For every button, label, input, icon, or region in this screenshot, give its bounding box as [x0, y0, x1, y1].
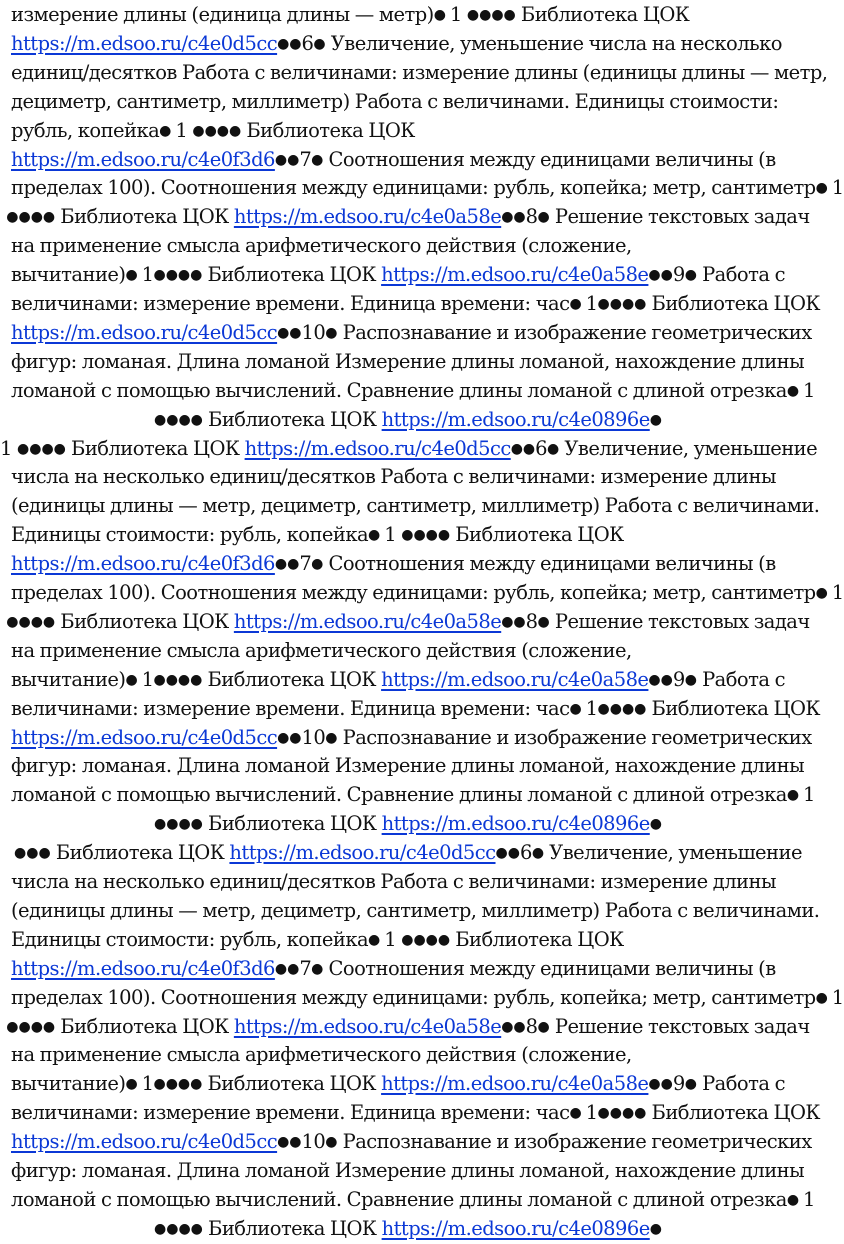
- text-segment: (единицы длины — метр, дециметр, сантиметр, миллиметр) Работа с величинами.: [11, 494, 820, 518]
- bullet-marks: ●: [569, 296, 586, 312]
- bullet-marks: ●●●●: [466, 7, 516, 23]
- text-segment: 9: [672, 1072, 685, 1096]
- bullet-marks: ●●: [501, 1018, 526, 1035]
- text-segment: Библиотека ЦОК: [450, 523, 624, 547]
- text-segment: 6: [519, 841, 532, 865]
- bullet-marks: ●●●●: [154, 1220, 203, 1237]
- text-line: [0, 838, 816, 868]
- bullet-marks: ●: [125, 671, 142, 688]
- bullet-marks: ●: [569, 1105, 586, 1122]
- text-segment: измерение длины (единица длины — метр): [11, 3, 434, 26]
- text-segment: вычитание): [11, 263, 126, 287]
- text-segment: фигур: ломаная. Длина ломаной Измерение длины ломаной, нахождение длины: [11, 349, 805, 373]
- text-segment: на применение смысла арифметического действия (сложение,: [11, 638, 632, 662]
- text-line: [11, 867, 817, 897]
- text-line: [11, 0, 817, 30]
- bullet-marks: ●●: [495, 845, 520, 862]
- text-segment: 1: [141, 263, 154, 287]
- bullet-marks: ●●●●: [17, 440, 66, 457]
- library-link[interactable]: https://m.edsoo.ru/c4e0a58e: [233, 205, 502, 229]
- bullet-marks: ●●: [510, 440, 536, 457]
- text-segment: Решение текстовых задач: [549, 1014, 810, 1038]
- bullet-marks: ●●: [648, 671, 673, 688]
- bullet-marks: ●: [311, 556, 324, 573]
- text-segment: 1: [384, 523, 402, 547]
- text-segment: Библиотека ЦОК: [55, 1014, 234, 1038]
- text-segment: 9: [672, 667, 685, 691]
- bullet-marks: ●●●●: [597, 1105, 647, 1122]
- text-segment: Соотношения между единицами величины (в: [323, 147, 776, 171]
- text-line: [11, 694, 820, 724]
- text-segment: Увеличение, уменьшение: [559, 436, 818, 460]
- text-segment: (единицы длины — метр, дециметр, сантиметр, миллиметр) Работа с величинами.: [11, 898, 820, 922]
- text-line: [11, 549, 817, 579]
- library-link[interactable]: https://m.edsoo.ru/c4e0896e: [381, 812, 650, 836]
- text-line: [11, 1040, 817, 1070]
- text-line: [0, 1012, 816, 1042]
- library-link[interactable]: https://m.edsoo.ru/c4e0a58e: [381, 1072, 649, 1096]
- text-segment: величинами: измерение времени. Единица времени: час: [11, 292, 570, 315]
- text-segment: ломаной с помощью вычислений. Сравнение длины ломаной с длиной отрезка: [11, 378, 787, 402]
- text-segment: 1: [141, 667, 154, 691]
- text-line: [11, 491, 820, 521]
- bullet-marks: ●: [815, 180, 832, 197]
- text-line: [11, 751, 817, 781]
- bullet-marks: ●: [325, 1134, 338, 1151]
- text-segment: Библиотека ЦОК: [202, 1216, 382, 1240]
- bullet-marks: ●●●●: [401, 931, 451, 948]
- text-segment: 7: [299, 147, 312, 171]
- text-segment: ломаной с помощью вычислений. Сравнение длины ломаной с длиной отрезка: [11, 783, 787, 807]
- text-segment: 10: [301, 1130, 326, 1154]
- bullet-marks: ●●: [277, 729, 302, 746]
- text-line: [11, 520, 817, 550]
- bullet-marks: ●●: [501, 209, 526, 226]
- text-segment: вычитание): [11, 1072, 126, 1096]
- text-segment: Единицы стоимости: рубль, копейка: [11, 927, 369, 951]
- text-segment: 8: [525, 1014, 538, 1038]
- text-line: [11, 896, 820, 926]
- bullet-marks: ●: [125, 267, 142, 284]
- text-segment: 7: [299, 956, 312, 980]
- text-segment: Библиотека ЦОК: [202, 263, 382, 287]
- bullet-marks: ●●●●: [154, 816, 203, 833]
- text-line: [11, 1127, 817, 1157]
- bullet-marks: ●: [159, 122, 176, 139]
- text-segment: Библиотека ЦОК: [202, 1072, 382, 1096]
- text-line: [0, 1214, 816, 1244]
- text-segment: 1: [831, 985, 844, 1009]
- text-segment: Библиотека ЦОК: [202, 667, 382, 691]
- bullet-marks: ●: [815, 989, 832, 1006]
- text-segment: Работа с: [696, 1072, 785, 1096]
- bullet-marks: ●●: [274, 151, 300, 168]
- bullet-marks: ●●●●: [6, 209, 56, 226]
- bullet-marks: ●: [786, 382, 804, 399]
- bullet-marks: ●●●●: [153, 267, 203, 284]
- bullet-marks: ●●: [274, 556, 300, 573]
- text-segment: вычитание): [11, 667, 126, 691]
- bullet-marks: ●●●: [14, 845, 51, 862]
- text-segment: 1: [585, 1101, 598, 1125]
- text-line: [11, 636, 817, 666]
- text-segment: числа на несколько единиц/десятков Работа с величинами: измерение длины: [11, 465, 776, 489]
- text-line: [0, 434, 816, 464]
- text-segment: Библиотека ЦОК: [646, 292, 820, 315]
- bullet-marks: ●: [537, 613, 550, 630]
- text-segment: 1: [585, 696, 598, 720]
- text-segment: ломаной с помощью вычислений. Сравнение длины ломаной с длиной отрезка: [11, 1187, 787, 1211]
- text-line: [0, 607, 816, 637]
- bullet-marks: ●: [649, 1220, 662, 1237]
- text-segment: 1: [0, 436, 18, 460]
- bullet-marks: ●: [368, 931, 385, 948]
- bullet-marks: ●●: [277, 1134, 302, 1151]
- bullet-marks: ●: [325, 729, 338, 746]
- text-line: [11, 1156, 817, 1186]
- text-line: [11, 1069, 817, 1099]
- text-segment: 1: [803, 1187, 815, 1211]
- bullet-marks: ●●●●: [6, 613, 56, 630]
- text-segment: Библиотека ЦОК: [50, 841, 230, 865]
- text-segment: Распознавание и изображение геометрических: [337, 320, 812, 344]
- bullet-marks: ●●●●: [153, 671, 203, 688]
- text-line: [11, 1098, 820, 1128]
- bullet-marks: ●: [537, 1018, 550, 1035]
- library-link[interactable]: https://m.edsoo.ru/c4e0896e: [381, 1216, 650, 1240]
- text-line: [11, 462, 817, 492]
- text-segment: Библиотека ЦОК: [646, 696, 820, 720]
- library-link[interactable]: https://m.edsoo.ru/c4e0a58e: [381, 263, 649, 287]
- text-segment: Библиотека ЦОК: [65, 436, 245, 460]
- library-link[interactable]: https://m.edsoo.ru/c4e0a58e: [381, 667, 649, 691]
- text-line: [11, 173, 844, 203]
- text-segment: 1: [803, 783, 815, 807]
- text-segment: пределах 100). Соотношения между единицами: рубль, копейка; метр, сантиметр: [11, 176, 816, 200]
- text-segment: Библиотека ЦОК: [202, 812, 382, 836]
- bullet-marks: ●●●●: [401, 527, 451, 544]
- bullet-marks: ●●: [274, 960, 300, 977]
- text-segment: 1: [831, 581, 844, 604]
- text-line: [11, 723, 817, 753]
- library-link[interactable]: https://m.edsoo.ru/c4e0d5cc: [244, 436, 511, 460]
- text-segment: 1: [803, 378, 815, 402]
- text-segment: Библиотека ЦОК: [55, 609, 234, 633]
- text-segment: Соотношения между единицами величины (в: [323, 956, 776, 980]
- text-segment: фигур: ломаная. Длина ломаной Измерение длины ломаной, нахождение длины: [11, 754, 805, 778]
- text-line: [11, 231, 817, 261]
- text-segment: величинами: измерение времени. Единица времени: час: [11, 696, 570, 720]
- bullet-marks: ●: [311, 960, 324, 977]
- bullet-marks: ●●●●: [154, 411, 203, 428]
- library-link[interactable]: https://m.edsoo.ru/c4e0d5cc: [11, 320, 278, 344]
- bullet-marks: ●●●●: [597, 700, 647, 717]
- text-line: [11, 318, 817, 348]
- text-segment: 1: [384, 927, 402, 951]
- text-line: [11, 116, 817, 146]
- text-segment: Библиотека ЦОК: [646, 1101, 820, 1125]
- bullet-marks: ●: [531, 845, 545, 862]
- bullet-marks: ●: [786, 1191, 804, 1208]
- bullet-marks: ●●●●: [192, 122, 242, 139]
- bullet-marks: ●: [569, 700, 586, 717]
- text-line: [0, 809, 816, 839]
- library-link[interactable]: https://m.edsoo.ru/c4e0a58e: [233, 1014, 502, 1038]
- text-line: [11, 925, 817, 955]
- text-segment: 8: [525, 609, 538, 633]
- text-segment: 1: [175, 118, 193, 142]
- bullet-marks: ●: [313, 35, 326, 52]
- bullet-marks: ●: [547, 440, 560, 457]
- text-segment: Библиотека ЦОК: [515, 3, 690, 26]
- text-segment: фигур: ломаная. Длина ломаной Измерение длины ломаной, нахождение длины: [11, 1159, 805, 1182]
- text-segment: пределах 100). Соотношения между единицами: рубль, копейка; метр, сантиметр: [11, 581, 816, 604]
- text-segment: пределах 100). Соотношения между единицами: рубль, копейка; метр, сантиметр: [11, 985, 816, 1009]
- text-line: [11, 87, 817, 117]
- bullet-marks: ●●: [277, 324, 302, 341]
- text-segment: Единицы стоимости: рубль, копейка: [11, 523, 369, 547]
- bullet-marks: ●●: [501, 613, 526, 630]
- text-segment: 9: [672, 263, 685, 287]
- text-line: [11, 983, 844, 1013]
- text-segment: Распознавание и изображение геометрических: [337, 1130, 812, 1154]
- text-segment: единиц/десятков Работа с величинами: измерение длины (единицы длины — метр,: [11, 60, 828, 84]
- library-link[interactable]: https://m.edsoo.ru/c4e0d5cc: [11, 1130, 278, 1154]
- library-link[interactable]: https://m.edsoo.ru/c4e0a58e: [233, 609, 502, 633]
- text-segment: рубль, копейка: [11, 118, 160, 142]
- bullet-marks: ●: [325, 324, 338, 341]
- text-segment: Библиотека ЦОК: [202, 407, 382, 431]
- bullet-marks: ●●: [648, 1076, 673, 1093]
- text-line: [11, 780, 817, 810]
- text-segment: на применение смысла арифметического действия (сложение,: [11, 1043, 632, 1067]
- text-line: [11, 376, 817, 406]
- text-line: [11, 578, 844, 608]
- text-segment: Работа с: [696, 263, 785, 287]
- text-line: [11, 289, 820, 319]
- text-segment: дециметр, сантиметр, миллиметр) Работа с величинами. Единицы стоимости:: [11, 89, 779, 113]
- text-segment: Распознавание и изображение геометрических: [337, 725, 812, 749]
- bullet-marks: ●●: [648, 267, 673, 284]
- text-segment: Увеличение, уменьшение числа на несколько: [325, 31, 782, 55]
- text-segment: Увеличение, уменьшение: [544, 841, 802, 865]
- text-segment: 1: [141, 1072, 154, 1096]
- library-link[interactable]: https://m.edsoo.ru/c4e0896e: [381, 407, 650, 431]
- text-segment: числа на несколько единиц/десятков Работа с величинами: измерение длины: [11, 870, 776, 893]
- text-line: [11, 1185, 817, 1215]
- text-line: [11, 260, 817, 290]
- library-link[interactable]: https://m.edsoo.ru/c4e0d5cc: [11, 725, 278, 749]
- text-segment: 10: [301, 320, 326, 344]
- bullet-marks: ●: [815, 585, 832, 601]
- text-line: [11, 145, 817, 175]
- text-segment: Соотношения между единицами величины (в: [323, 552, 776, 576]
- text-segment: Библиотека ЦОК: [241, 118, 415, 142]
- text-line: [11, 954, 817, 984]
- bullet-marks: ●: [125, 1076, 142, 1093]
- library-link[interactable]: https://m.edsoo.ru/c4e0f3d6: [11, 552, 275, 576]
- bullet-marks: ●●●●: [153, 1076, 203, 1093]
- library-link[interactable]: https://m.edsoo.ru/c4e0f3d6: [11, 956, 275, 980]
- text-segment: 6: [301, 31, 314, 55]
- text-line: [11, 665, 817, 695]
- text-line: [0, 405, 816, 435]
- text-segment: 1: [585, 292, 598, 315]
- text-segment: Библиотека ЦОК: [55, 205, 234, 229]
- bullet-marks: ●●: [277, 35, 302, 52]
- bullet-marks: ●: [311, 151, 324, 168]
- bullet-marks: ●: [684, 1076, 697, 1093]
- bullet-marks: ●: [684, 267, 697, 284]
- bullet-marks: ●●●●: [6, 1018, 56, 1035]
- bullet-marks: ●: [433, 7, 450, 23]
- text-segment: величинами: измерение времени. Единица времени: час: [11, 1101, 570, 1125]
- text-segment: Работа с: [696, 667, 785, 691]
- text-line: [11, 58, 828, 88]
- text-line: [11, 347, 817, 377]
- bullet-marks: ●: [537, 209, 550, 226]
- text-segment: Библиотека ЦОК: [450, 927, 624, 951]
- bullet-marks: ●●●●: [597, 296, 647, 312]
- text-segment: на применение смысла арифметического действия (сложение,: [11, 234, 632, 258]
- library-link[interactable]: https://m.edsoo.ru/c4e0f3d6: [11, 147, 275, 171]
- library-link[interactable]: https://m.edsoo.ru/c4e0d5cc: [11, 31, 278, 55]
- text-segment: 6: [535, 436, 547, 460]
- text-segment: Решение текстовых задач: [549, 609, 810, 633]
- text-segment: 1: [831, 176, 844, 200]
- text-segment: Решение текстовых задач: [549, 205, 810, 229]
- text-line: [11, 29, 817, 59]
- bullet-marks: ●: [649, 411, 662, 428]
- text-segment: 8: [525, 205, 538, 229]
- text-segment: 7: [299, 552, 312, 576]
- bullet-marks: ●: [684, 671, 697, 688]
- bullet-marks: ●: [649, 816, 662, 833]
- text-line: [0, 202, 816, 232]
- bullet-marks: ●: [786, 787, 804, 804]
- bullet-marks: ●: [368, 527, 385, 544]
- library-link[interactable]: https://m.edsoo.ru/c4e0d5cc: [229, 841, 496, 865]
- text-segment: 10: [301, 725, 326, 749]
- text-segment: 1: [449, 3, 467, 26]
